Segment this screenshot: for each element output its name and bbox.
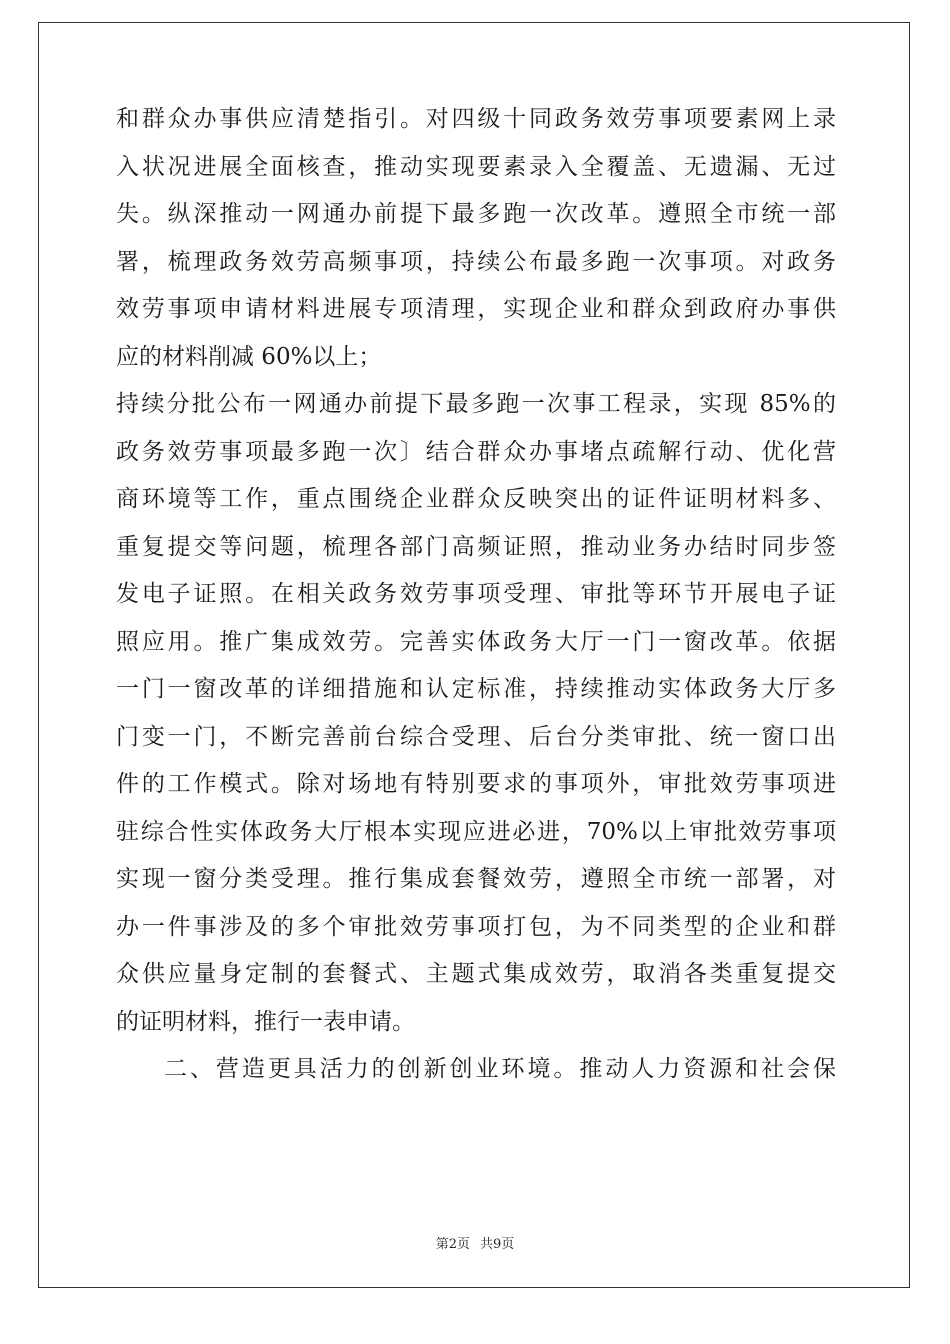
text-line: 的证明材料，推行一表申请。 [116, 1008, 415, 1035]
text-line: 重复提交等问题，梳理各部门高频证照，推动业务办结时同步签 [116, 533, 836, 560]
text-line: 商环境等工作，重点围绕企业群众反映突出的证件证明材料多、 [116, 486, 836, 512]
text-line: 照应用。推广集成效劳。完善实体政务大厅一门一窗改革。依据 [116, 628, 836, 655]
text-line: 驻综合性实体政务大厅根本实现应进必进，70%以上审批效劳事项 [116, 818, 836, 845]
text-line: 件的工作模式。除对场地有特别要求的事项外，审批效劳事项进 [116, 771, 836, 797]
text-line: 署，梳理政务效劳高频事项，持续公布最多跑一次事项。对政务 [116, 248, 836, 275]
text-line: 实现一窗分类受理。推行集成套餐效劳，遵照全市统一部署，对 [116, 866, 836, 892]
text-line: 一门一窗改革的详细措施和认定标准，持续推动实体政务大厅多 [116, 676, 836, 702]
page-total: 共9页 [480, 1237, 515, 1252]
text-line: 政务效劳事项最多跑一次〕结合群众办事堵点疏解行动、优化营 [116, 438, 836, 465]
text-line: 发电子证照。在相关政务效劳事项受理、审批等环节开展电子证 [116, 581, 836, 607]
page-footer [0, 1233, 950, 1252]
text-line: 和群众办事供应清楚指引。对四级十同政务效劳事项要素网上录 [116, 106, 836, 132]
text-line: 办一件事涉及的多个审批效劳事项打包，为不同类型的企业和群 [116, 913, 836, 940]
text-line: 众供应量身定制的套餐式、主题式集成效劳，取消各类重复提交 [116, 961, 836, 987]
section-heading-line: 二、营造更具活力的创新创业环境。推动人力资源和社会保 [164, 1056, 836, 1082]
document-body [116, 96, 836, 1094]
text-line: 持续分批公布一网通办前提下最多跑一次事工程录，实现 85%的 [116, 391, 836, 417]
page-number: 第2页 [435, 1237, 470, 1252]
text-line: 失。纵深推动一网通办前提下最多跑一次改革。遵照全市统一部 [116, 201, 836, 227]
text-line: 入状况进展全面核查，推动实现要素录入全覆盖、无遗漏、无过 [116, 153, 836, 180]
text-line: 门变一门，不断完善前台综合受理、后台分类审批、统一窗口出 [116, 723, 836, 750]
text-line: 应的材料削减 60%以上； [116, 343, 382, 370]
text-line: 效劳事项申请材料进展专项清理，实现企业和群众到政府办事供 [116, 296, 836, 322]
